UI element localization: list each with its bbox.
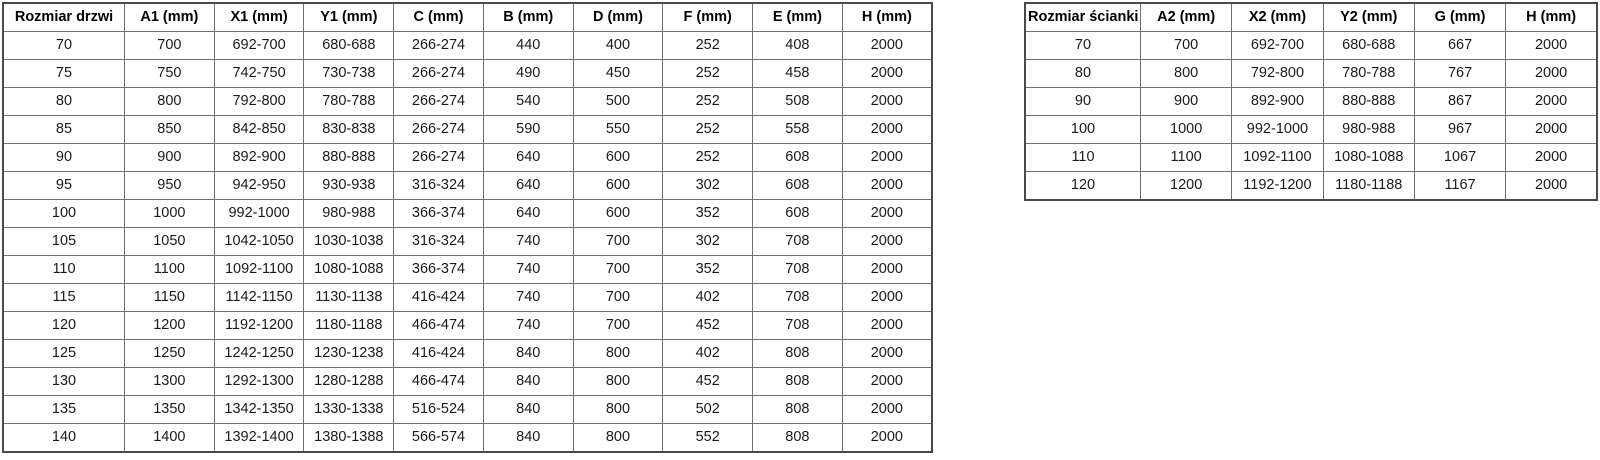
table-cell: 402 (663, 284, 753, 312)
table-cell: 1167 (1414, 172, 1505, 201)
table-cell: 80 (1025, 60, 1141, 88)
table-cell: 1180-1188 (1323, 172, 1414, 201)
table-cell: 1200 (125, 312, 215, 340)
table-cell: 2000 (842, 256, 932, 284)
table-cell: 140 (3, 424, 125, 453)
table-row (3, 256, 932, 284)
table-cell: 120 (3, 312, 125, 340)
table-cell: 316-324 (394, 172, 484, 200)
table-cell: 95 (3, 172, 125, 200)
table-cell: 880-888 (1323, 88, 1414, 116)
table-cell: 667 (1414, 32, 1505, 60)
table-cell: 508 (753, 88, 843, 116)
table-cell: 680-688 (304, 32, 394, 60)
table-cell: 808 (753, 368, 843, 396)
table-cell: 708 (753, 228, 843, 256)
table-cell: 600 (573, 172, 663, 200)
table-cell: 452 (663, 368, 753, 396)
column-header: A1 (mm) (125, 3, 215, 32)
table-cell: 2000 (1506, 88, 1597, 116)
table-cell: 90 (1025, 88, 1141, 116)
table-cell: 992-1000 (1232, 116, 1323, 144)
table-cell: 2000 (842, 340, 932, 368)
table-cell: 302 (663, 228, 753, 256)
table-cell: 1150 (125, 284, 215, 312)
table-cell: 416-424 (394, 340, 484, 368)
table-cell: 266-274 (394, 88, 484, 116)
table-cell: 950 (125, 172, 215, 200)
table-cell: 1100 (1141, 144, 1232, 172)
table-row (3, 312, 932, 340)
table-cell: 590 (483, 116, 573, 144)
table-cell: 2000 (842, 116, 932, 144)
column-header: A2 (mm) (1141, 3, 1232, 32)
table-row (3, 228, 932, 256)
table-cell: 2000 (842, 312, 932, 340)
table-cell: 130 (3, 368, 125, 396)
table-cell: 1080-1088 (304, 256, 394, 284)
table-cell: 808 (753, 424, 843, 453)
table-cell: 1330-1338 (304, 396, 394, 424)
table-cell: 450 (573, 60, 663, 88)
table-cell: 1200 (1141, 172, 1232, 201)
table-row (1025, 172, 1597, 201)
table-cell: 740 (483, 312, 573, 340)
table-cell: 900 (1141, 88, 1232, 116)
table-cell: 1092-1100 (1232, 144, 1323, 172)
table-cell: 892-900 (1232, 88, 1323, 116)
table-cell: 708 (753, 312, 843, 340)
table-cell: 800 (573, 396, 663, 424)
table-cell: 700 (573, 256, 663, 284)
table-cell: 2000 (842, 60, 932, 88)
table-cell: 792-800 (214, 88, 304, 116)
column-header: Rozmiar ścianki (1025, 3, 1141, 32)
table-row (1025, 60, 1597, 88)
table-cell: 452 (663, 312, 753, 340)
table-cell: 800 (573, 368, 663, 396)
column-header: C (mm) (394, 3, 484, 32)
table-cell: 730-738 (304, 60, 394, 88)
table-cell: 680-688 (1323, 32, 1414, 60)
table-cell: 700 (125, 32, 215, 60)
table-cell: 302 (663, 172, 753, 200)
table-cell: 440 (483, 32, 573, 60)
table-cell: 252 (663, 116, 753, 144)
table-cell: 900 (125, 144, 215, 172)
table-row (1025, 116, 1597, 144)
table-cell: 692-700 (1232, 32, 1323, 60)
table-cell: 266-274 (394, 32, 484, 60)
table-cell: 550 (573, 116, 663, 144)
table-cell: 516-524 (394, 396, 484, 424)
table-cell: 792-800 (1232, 60, 1323, 88)
table-cell: 490 (483, 60, 573, 88)
table-cell: 1000 (125, 200, 215, 228)
table-cell: 740 (483, 284, 573, 312)
table-cell: 110 (3, 256, 125, 284)
table-cell: 540 (483, 88, 573, 116)
table-row (3, 32, 932, 60)
table-cell: 1250 (125, 340, 215, 368)
table-row (3, 424, 932, 453)
column-header: X1 (mm) (214, 3, 304, 32)
table-cell: 1092-1100 (214, 256, 304, 284)
table-cell: 808 (753, 396, 843, 424)
table-cell: 880-888 (304, 144, 394, 172)
table-cell: 800 (573, 424, 663, 453)
table-cell: 366-374 (394, 200, 484, 228)
table-row (1025, 88, 1597, 116)
table-cell: 1067 (1414, 144, 1505, 172)
table-row (3, 284, 932, 312)
table-cell: 640 (483, 172, 573, 200)
table-cell: 1030-1038 (304, 228, 394, 256)
table-cell: 1192-1200 (1232, 172, 1323, 201)
table-cell: 1100 (125, 256, 215, 284)
table-cell: 980-988 (1323, 116, 1414, 144)
table-cell: 558 (753, 116, 843, 144)
table-cell: 830-838 (304, 116, 394, 144)
table-row (3, 368, 932, 396)
table-cell: 700 (573, 312, 663, 340)
table-cell: 70 (3, 32, 125, 60)
table-cell: 352 (663, 256, 753, 284)
column-header: X2 (mm) (1232, 3, 1323, 32)
table-row (3, 60, 932, 88)
table-cell: 2000 (842, 284, 932, 312)
table-cell: 352 (663, 200, 753, 228)
table-cell: 80 (3, 88, 125, 116)
table-cell: 1350 (125, 396, 215, 424)
table-cell: 808 (753, 340, 843, 368)
table-row (3, 340, 932, 368)
table-cell: 2000 (842, 144, 932, 172)
table-cell: 840 (483, 340, 573, 368)
table-cell: 316-324 (394, 228, 484, 256)
column-header: Y2 (mm) (1323, 3, 1414, 32)
table-cell: 2000 (1506, 172, 1597, 201)
table-cell: 600 (573, 200, 663, 228)
table-cell: 800 (573, 340, 663, 368)
table-cell: 708 (753, 256, 843, 284)
table-cell: 458 (753, 60, 843, 88)
table-cell: 1380-1388 (304, 424, 394, 453)
table-cell: 1242-1250 (214, 340, 304, 368)
table-cell: 1230-1238 (304, 340, 394, 368)
table-row (3, 396, 932, 424)
table-cell: 692-700 (214, 32, 304, 60)
table-cell: 2000 (842, 172, 932, 200)
table-cell: 100 (1025, 116, 1141, 144)
table-cell: 266-274 (394, 144, 484, 172)
table-row (3, 200, 932, 228)
table-cell: 1300 (125, 368, 215, 396)
table-cell: 266-274 (394, 60, 484, 88)
table-cell: 608 (753, 144, 843, 172)
table-cell: 700 (573, 228, 663, 256)
table-cell: 110 (1025, 144, 1141, 172)
table-cell: 1292-1300 (214, 368, 304, 396)
table-cell: 2000 (842, 368, 932, 396)
table-cell: 1042-1050 (214, 228, 304, 256)
table-cell: 500 (573, 88, 663, 116)
table-cell: 90 (3, 144, 125, 172)
table-cell: 2000 (842, 396, 932, 424)
table-cell: 930-938 (304, 172, 394, 200)
table-cell: 466-474 (394, 312, 484, 340)
table-cell: 1192-1200 (214, 312, 304, 340)
table-cell: 502 (663, 396, 753, 424)
door-table-header-row (3, 3, 932, 32)
table-cell: 1080-1088 (1323, 144, 1414, 172)
table-cell: 402 (663, 340, 753, 368)
column-header: E (mm) (753, 3, 843, 32)
table-cell: 2000 (1506, 116, 1597, 144)
table-cell: 2000 (842, 200, 932, 228)
table-cell: 115 (3, 284, 125, 312)
table-cell: 840 (483, 368, 573, 396)
table-cell: 700 (1141, 32, 1232, 60)
column-header: H (mm) (842, 3, 932, 32)
table-cell: 892-900 (214, 144, 304, 172)
table-cell: 366-374 (394, 256, 484, 284)
table-cell: 850 (125, 116, 215, 144)
table-cell: 608 (753, 200, 843, 228)
table-row (3, 144, 932, 172)
column-header: Rozmiar drzwi (3, 3, 125, 32)
table-cell: 2000 (1506, 32, 1597, 60)
table-cell: 2000 (842, 32, 932, 60)
table-cell: 867 (1414, 88, 1505, 116)
table-row (1025, 32, 1597, 60)
table-cell: 1342-1350 (214, 396, 304, 424)
table-cell: 967 (1414, 116, 1505, 144)
table-cell: 400 (573, 32, 663, 60)
table-cell: 416-424 (394, 284, 484, 312)
table-cell: 992-1000 (214, 200, 304, 228)
table-cell: 842-850 (214, 116, 304, 144)
column-header: B (mm) (483, 3, 573, 32)
table-cell: 767 (1414, 60, 1505, 88)
table-cell: 120 (1025, 172, 1141, 201)
table-cell: 408 (753, 32, 843, 60)
table-cell: 2000 (842, 424, 932, 453)
table-cell: 85 (3, 116, 125, 144)
table-cell: 252 (663, 144, 753, 172)
table-cell: 135 (3, 396, 125, 424)
table-cell: 800 (125, 88, 215, 116)
column-header: Y1 (mm) (304, 3, 394, 32)
table-cell: 2000 (1506, 144, 1597, 172)
table-cell: 640 (483, 144, 573, 172)
table-cell: 552 (663, 424, 753, 453)
table-cell: 1130-1138 (304, 284, 394, 312)
table-cell: 466-474 (394, 368, 484, 396)
table-cell: 252 (663, 32, 753, 60)
table-row (3, 116, 932, 144)
table-row (1025, 144, 1597, 172)
table-row (3, 88, 932, 116)
table-cell: 800 (1141, 60, 1232, 88)
table-cell: 1142-1150 (214, 284, 304, 312)
table-cell: 600 (573, 144, 663, 172)
table-cell: 75 (3, 60, 125, 88)
table-cell: 740 (483, 228, 573, 256)
table-cell: 252 (663, 60, 753, 88)
column-header: H (mm) (1506, 3, 1597, 32)
table-cell: 1180-1188 (304, 312, 394, 340)
table-cell: 70 (1025, 32, 1141, 60)
table-cell: 750 (125, 60, 215, 88)
table-cell: 840 (483, 424, 573, 453)
table-cell: 100 (3, 200, 125, 228)
table-cell: 1050 (125, 228, 215, 256)
table-cell: 608 (753, 172, 843, 200)
table-cell: 700 (573, 284, 663, 312)
table-cell: 780-788 (304, 88, 394, 116)
table-cell: 1000 (1141, 116, 1232, 144)
wall-size-table (1024, 2, 1598, 201)
table-cell: 780-788 (1323, 60, 1414, 88)
column-header: G (mm) (1414, 3, 1505, 32)
table-row (3, 172, 932, 200)
table-cell: 125 (3, 340, 125, 368)
table-cell: 740 (483, 256, 573, 284)
table-cell: 105 (3, 228, 125, 256)
table-cell: 742-750 (214, 60, 304, 88)
table-cell: 708 (753, 284, 843, 312)
table-cell: 1280-1288 (304, 368, 394, 396)
column-header: D (mm) (573, 3, 663, 32)
table-cell: 980-988 (304, 200, 394, 228)
table-cell: 2000 (842, 228, 932, 256)
wall-table-header-row (1025, 3, 1597, 32)
table-cell: 942-950 (214, 172, 304, 200)
table-cell: 252 (663, 88, 753, 116)
table-cell: 640 (483, 200, 573, 228)
table-cell: 566-574 (394, 424, 484, 453)
table-cell: 266-274 (394, 116, 484, 144)
table-cell: 2000 (842, 88, 932, 116)
table-cell: 2000 (1506, 60, 1597, 88)
table-cell: 1400 (125, 424, 215, 453)
column-header: F (mm) (663, 3, 753, 32)
door-size-table (2, 2, 933, 453)
table-cell: 1392-1400 (214, 424, 304, 453)
table-cell: 840 (483, 396, 573, 424)
